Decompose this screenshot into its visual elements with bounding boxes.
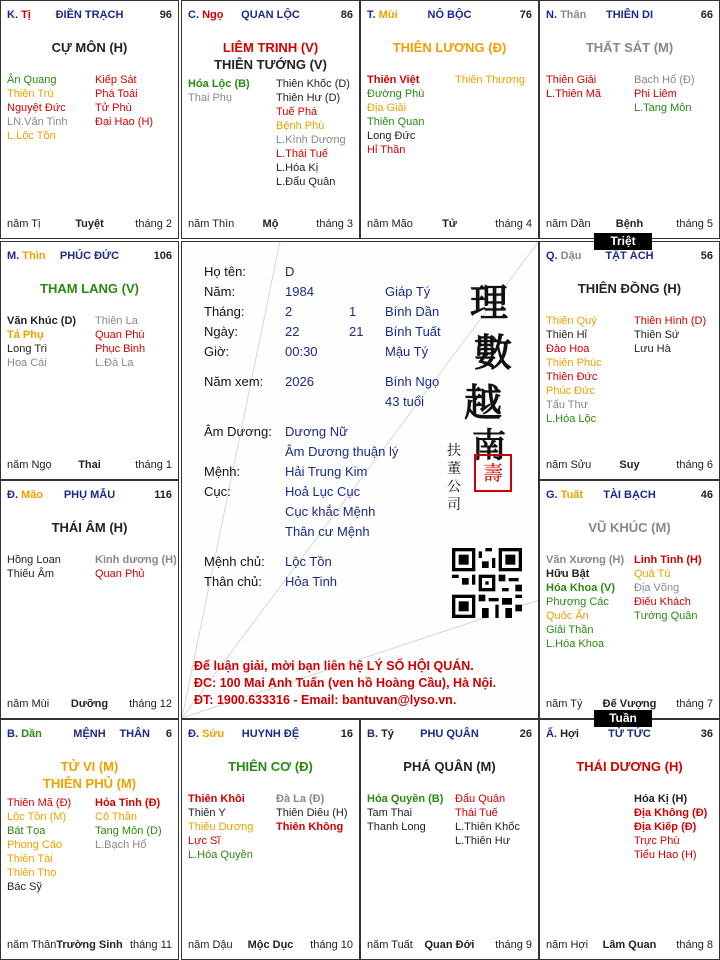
nam-can: Giáp Tý — [385, 284, 431, 299]
menh-chu-label: Mệnh chủ: — [204, 554, 265, 569]
main-star: THIÊN ĐỒNG (H) — [577, 281, 682, 296]
minor-star: Quả Tú — [634, 568, 671, 580]
cuc-label: Cục: — [204, 484, 231, 499]
palace-stage: Tuyệt — [75, 218, 104, 230]
minor-star: Hỉ Thần — [367, 144, 406, 156]
main-stars — [365, 39, 534, 56]
palace-name: THIÊN DI — [605, 9, 654, 21]
minor-star: Hỏa Tinh (Đ) — [95, 797, 161, 809]
palace-stage: Mộc Dục — [247, 939, 294, 951]
minor-star: Thiên Việt — [367, 74, 420, 86]
minor-star: Thiếu Dương — [188, 821, 254, 833]
palace-stage: Trường Sinh — [56, 939, 123, 951]
palace-name: ĐIỀN TRẠCH — [55, 9, 124, 21]
ho-ten-value: D — [285, 264, 295, 279]
gio-value: 00:30 — [285, 344, 318, 359]
palace-name: TẬT ÁCH — [605, 250, 654, 262]
palace-stage: Tử — [442, 218, 457, 230]
minor-star: Trực Phù — [634, 835, 680, 847]
palace-number: 86 — [340, 9, 353, 21]
palace-stage: Thai — [78, 459, 101, 471]
main-star: CỰ MÔN (H) — [51, 40, 128, 55]
palace-month: tháng 5 — [676, 218, 713, 230]
minor-star: Thiên Đức — [546, 371, 598, 383]
palace-ti[interactable] — [0, 0, 179, 239]
minor-star: Tử Phù — [95, 102, 132, 114]
palace-stage: Bệnh — [615, 218, 644, 230]
minor-star: Phong Cáo — [7, 839, 63, 851]
palace-branch: Ấ. Hợi — [546, 728, 579, 740]
ngay-duong: 21 — [349, 324, 364, 339]
minor-star: L.Lộc Tồn — [7, 130, 56, 142]
minor-star: Tướng Quân — [634, 610, 698, 622]
main-stars — [365, 758, 534, 775]
minor-star: Cô Thần — [95, 811, 137, 823]
minor-star: Địa Không (Đ) — [634, 807, 708, 819]
ngay-label: Ngày: — [204, 324, 238, 339]
palace-year: năm Dần — [546, 218, 591, 230]
than-chu-label: Thân chủ: — [204, 574, 262, 589]
minor-star: Địa Kiếp (Đ) — [634, 821, 697, 833]
palace-branch: Q. Dậu — [546, 250, 582, 262]
palace-branch: K. Tị — [7, 9, 31, 21]
right-star-column — [95, 73, 153, 129]
menh-value: Hải Trung Kim — [285, 464, 368, 479]
palace-number: 56 — [700, 250, 713, 262]
minor-star: Thiên Diêu (H) — [276, 807, 348, 819]
right-star-column — [634, 314, 706, 356]
thang-am: 2 — [285, 304, 293, 319]
minor-star: Đào Hoa — [546, 343, 590, 355]
palace-number: 116 — [154, 489, 172, 501]
palace-month: tháng 8 — [676, 939, 713, 951]
minor-star: Thanh Long — [367, 821, 426, 833]
minor-star: Thiên Không — [276, 821, 344, 833]
minor-star: Thiên Tài — [7, 853, 53, 865]
main-star: THẤT SÁT (M) — [585, 40, 674, 55]
palace-branch: B. Dần — [7, 728, 42, 740]
right-star-column — [276, 792, 348, 834]
contact-line-1: Để luận giải, mời bạn liên hệ LÝ SỐ HỘI QUÁN. — [194, 659, 474, 673]
palace-name: HUYNH ĐỆ — [241, 728, 300, 740]
palace-name: QUAN LỘC — [241, 9, 300, 21]
minor-star: Địa Võng — [634, 582, 680, 594]
palace-name: PHÚC ĐỨC — [59, 250, 120, 262]
palace-branch: M. Thìn — [7, 250, 46, 262]
right-star-column — [634, 792, 707, 862]
palace-branch: Đ. Mão — [7, 489, 44, 501]
minor-star: Thiên Hỉ — [546, 329, 587, 341]
contact-line-2: ĐC: 100 Mai Anh Tuấn (ven hồ Hoàng Cầu), Hà Nội. — [194, 676, 497, 690]
nam-xem-value: 2026 — [285, 374, 314, 389]
main-star: VŨ KHÚC (M) — [588, 520, 671, 535]
palace-name: TỬ TỨC — [608, 728, 651, 740]
palace-name: TÀI BẠCH — [603, 489, 656, 501]
palace-tuat[interactable] — [539, 480, 720, 719]
minor-star: Nguyệt Đức — [7, 102, 66, 114]
minor-star: Bệnh Phù — [276, 120, 325, 132]
palace-number: 26 — [519, 728, 532, 740]
main-star: THIÊN TƯỚNG (V) — [214, 57, 327, 72]
minor-star: L.Tang Môn — [634, 102, 692, 114]
minor-star: Thiên Hình (D) — [634, 315, 707, 327]
main-stars — [544, 280, 715, 297]
left-star-column — [188, 792, 253, 862]
minor-star: Ân Quang — [7, 74, 57, 86]
calligraphy-2: 數 — [474, 330, 513, 375]
minor-star: L.Hóa Quyền — [188, 849, 253, 861]
minor-star: Tam Thai — [367, 807, 413, 819]
gio-label: Giờ: — [204, 344, 230, 359]
small-calligraphy: 扶 董 公 司 — [447, 443, 461, 513]
palace-month: tháng 10 — [310, 939, 353, 951]
minor-star: L.Thiên Mã — [546, 88, 602, 100]
palace-name: MỆNH — [73, 728, 106, 740]
qr-code[interactable] — [452, 548, 522, 618]
palace-branch: B. Tý — [367, 728, 394, 740]
cuc-note: Cục khắc Mệnh — [285, 504, 376, 519]
am-duong-label: Âm Dương: — [204, 424, 272, 439]
minor-star: Thiên Phúc — [546, 357, 602, 369]
minor-star: Phục Binh — [95, 343, 146, 355]
minor-star: L.Hóa Lộc — [546, 413, 597, 425]
palace-dan[interactable] — [0, 719, 179, 960]
minor-star: Thiên Thương — [455, 74, 526, 86]
calligraphy-4: 南 — [472, 426, 506, 466]
gio-can: Mậu Tý — [385, 344, 429, 359]
minor-star: Bác Sỹ — [7, 881, 42, 893]
minor-star: Đà La (Đ) — [276, 793, 325, 805]
minor-star: L.Thái Tuế — [276, 148, 328, 160]
minor-star: L.Hóa Kị — [276, 162, 319, 174]
palace-month: tháng 4 — [495, 218, 532, 230]
minor-star: Kình dương (H) — [95, 554, 177, 566]
minor-star: Thiên Y — [188, 807, 226, 819]
ho-ten-label: Họ tên: — [204, 264, 246, 279]
thang-label: Tháng: — [204, 304, 245, 319]
palace-number: 16 — [340, 728, 353, 740]
main-stars — [544, 758, 715, 775]
thang-duong: 1 — [349, 304, 357, 319]
minor-star: Thiên Quan — [367, 116, 425, 128]
minor-star: Linh Tinh (H) — [634, 554, 702, 566]
right-star-column — [95, 553, 177, 581]
minor-star: Hóa Quyền (B) — [367, 793, 444, 805]
calligraphy-3: 越 — [464, 380, 503, 425]
minor-star: Văn Xương (H) — [546, 554, 625, 566]
palace-mao[interactable] — [0, 480, 179, 719]
main-stars — [544, 519, 715, 536]
main-stars — [5, 519, 174, 536]
palace-branch: T. Mùi — [367, 9, 398, 21]
main-stars — [544, 39, 715, 56]
palace-year: năm Tuất — [367, 939, 413, 951]
right-star-column — [276, 77, 350, 189]
palace-year: năm Tị — [7, 218, 41, 230]
minor-star: Hồng Loan — [7, 554, 61, 566]
minor-star: Quan Phù — [95, 329, 145, 341]
minor-star: Phi Liêm — [634, 88, 677, 100]
palace-suu[interactable] — [181, 719, 360, 960]
menh-chu-value: Lộc Tồn — [285, 554, 332, 569]
palace-branch: Đ. Sửu — [188, 728, 225, 740]
minor-star: Thiên Quý — [546, 315, 597, 327]
main-star: TỬ VI (M) — [60, 759, 119, 774]
main-stars — [5, 280, 174, 297]
minor-star: Hóa Khoa (V) — [546, 582, 616, 594]
palace-month: tháng 9 — [495, 939, 532, 951]
palace-month: tháng 7 — [676, 698, 713, 710]
left-star-column — [188, 77, 250, 105]
main-star: THIÊN PHỦ (M) — [42, 776, 137, 791]
palace-month: tháng 6 — [676, 459, 713, 471]
nam-xem-label: Năm xem: — [204, 374, 264, 389]
minor-star: Thái Tuế — [455, 807, 498, 819]
minor-star: Thiên Giải — [546, 74, 597, 86]
than-marker: THÂN — [119, 728, 150, 740]
minor-star: LN.Văn Tinh — [7, 116, 68, 128]
minor-star: L.Đẩu Quân — [276, 176, 336, 188]
palace-month: tháng 2 — [135, 218, 172, 230]
minor-star: Long Đức — [367, 130, 416, 142]
main-stars — [186, 758, 355, 775]
left-star-column — [7, 553, 61, 581]
palace-thin[interactable] — [0, 241, 179, 480]
palace-stage: Mộ — [262, 218, 279, 230]
minor-star: Hóa Lộc (B) — [188, 78, 250, 90]
minor-star: L.Kình Dương — [276, 134, 346, 146]
palace-name: PHỤ MẪU — [63, 489, 116, 501]
minor-star: Lưu Hà — [634, 343, 671, 355]
palace-name: PHU QUÂN — [420, 728, 479, 740]
minor-star: Thiên Sứ — [634, 329, 680, 341]
palace-ty[interactable] — [360, 719, 539, 960]
minor-star: Long Trì — [7, 343, 48, 355]
minor-star: Điếu Khách — [634, 596, 691, 608]
nam-xem-can: Bính Ngọ — [385, 374, 440, 389]
main-stars — [5, 758, 174, 792]
main-stars — [186, 39, 355, 73]
minor-star: Phượng Các — [546, 596, 609, 608]
palace-name: NÔ BỘC — [427, 9, 472, 21]
palace-stage: Lâm Quan — [602, 939, 657, 951]
right-star-column — [455, 792, 520, 848]
minor-star: Tang Môn (D) — [95, 825, 162, 837]
left-star-column — [367, 792, 443, 834]
main-star: PHÁ QUÂN (M) — [403, 759, 496, 774]
palace-number: 96 — [159, 9, 172, 21]
minor-star: Thiên Khôi — [188, 793, 245, 805]
right-star-column — [634, 553, 702, 623]
palace-hoi[interactable] — [539, 719, 720, 960]
minor-star: Hoa Cái — [7, 357, 47, 369]
minor-star: L.Thiên Khốc — [455, 821, 520, 833]
main-star: THIÊN LƯƠNG (Đ) — [392, 40, 507, 55]
nam-label: Năm: — [204, 284, 236, 299]
menh-label: Mệnh: — [204, 464, 241, 479]
center-info-panel — [181, 241, 539, 719]
palace-month: tháng 1 — [135, 459, 172, 471]
palace-month: tháng 11 — [129, 939, 172, 951]
than-chu-value: Hỏa Tinh — [285, 574, 338, 589]
palace-stage: Dưỡng — [70, 698, 109, 710]
right-star-column — [95, 314, 145, 370]
left-star-column — [546, 553, 624, 651]
palace-than[interactable] — [539, 0, 720, 239]
palace-stage: Quan Đới — [424, 939, 475, 951]
minor-star: Đại Hao (H) — [95, 116, 154, 128]
left-star-column — [7, 314, 76, 370]
minor-star: Quốc Ấn — [546, 610, 589, 622]
minor-star: Tuế Phá — [276, 106, 318, 118]
minor-star: Thiên Hư (D) — [276, 92, 341, 104]
calligraphy-1: 理 — [470, 280, 509, 325]
minor-star: L.Thiên Hư — [455, 835, 511, 847]
tuan-badge: Tuần — [594, 710, 652, 727]
palace-number: 66 — [700, 9, 713, 21]
palace-year: năm Tý — [546, 698, 583, 710]
minor-star: Thiên Khốc (D) — [276, 78, 350, 90]
left-star-column — [7, 796, 71, 894]
palace-year: năm Hợi — [546, 939, 589, 951]
tuoi-value: 43 tuổi — [385, 394, 425, 409]
red-seal: 壽 — [474, 454, 512, 492]
minor-star: Đẩu Quân — [455, 793, 506, 805]
minor-star: Lộc Tồn (M) — [7, 811, 67, 823]
minor-star: Giải Thần — [546, 624, 594, 636]
palace-year: năm Sửu — [546, 459, 592, 471]
contact-info — [194, 658, 532, 709]
minor-star: Tả Phụ — [7, 329, 44, 341]
palace-year: năm Mùi — [7, 698, 50, 710]
left-star-column — [546, 73, 601, 101]
minor-star: L.Đà La — [95, 357, 134, 369]
minor-star: Bát Tọa — [7, 825, 46, 837]
right-star-column — [634, 73, 695, 115]
minor-star: Tiểu Hao (H) — [634, 849, 697, 861]
palace-year: năm Dậu — [188, 939, 233, 951]
main-star: THIÊN CƠ (Đ) — [228, 759, 313, 774]
palace-number: 46 — [700, 489, 713, 501]
am-duong-value: Dương Nữ — [285, 424, 348, 439]
main-star: LIÊM TRINH (V) — [222, 40, 319, 55]
main-star: THAM LANG (V) — [40, 281, 139, 296]
palace-month: tháng 3 — [316, 218, 353, 230]
am-duong-note: Âm Dương thuận lý — [285, 444, 399, 459]
left-star-column — [367, 73, 424, 157]
minor-star: Thai Phụ — [188, 92, 233, 104]
minor-star: Lực Sĩ — [188, 835, 221, 847]
nam-value: 1984 — [285, 284, 314, 299]
minor-star: Thiên Thọ — [7, 867, 57, 879]
minor-star: L.Hóa Khoa — [546, 638, 605, 650]
minor-star: Địa Giải — [367, 102, 407, 114]
palace-stage: Suy — [619, 459, 640, 471]
minor-star: Đường Phù — [367, 88, 425, 100]
minor-star: Hữu Bật — [546, 568, 590, 580]
triet-badge: Triệt — [594, 233, 652, 250]
ngay-am: 22 — [285, 324, 300, 339]
minor-star: Thiên Mã (Đ) — [7, 797, 72, 809]
minor-star: Bạch Hổ (Đ) — [634, 74, 695, 86]
palace-number: 76 — [519, 9, 532, 21]
cuc-value: Hoả Lục Cục — [285, 484, 361, 499]
left-star-column — [546, 314, 602, 426]
main-star: THÁI ÂM (H) — [51, 520, 128, 535]
palace-dau[interactable] — [539, 241, 720, 480]
cuc-note2: Thân cư Mệnh — [285, 524, 370, 539]
palace-year: năm Thìn — [188, 218, 235, 230]
palace-number: 36 — [700, 728, 713, 740]
palace-branch: G. Tuất — [546, 489, 584, 501]
palace-year: năm Thân — [7, 939, 57, 951]
minor-star: Kiếp Sát — [95, 74, 137, 86]
palace-ngo[interactable] — [181, 0, 360, 239]
palace-branch: C. Ngọ — [188, 9, 224, 21]
palace-year: năm Mão — [367, 218, 413, 230]
palace-mui[interactable] — [360, 0, 539, 239]
minor-star: Thiếu Âm — [7, 568, 55, 580]
contact-line-3: ĐT: 1900.633316 - Email: bantuvan@lyso.vn. — [194, 693, 457, 707]
palace-number: 6 — [165, 728, 172, 740]
palace-year: năm Ngọ — [7, 459, 52, 471]
left-star-column — [7, 73, 68, 143]
minor-star: L.Bạch Hổ — [95, 839, 147, 851]
minor-star: Phúc Đức — [546, 385, 595, 397]
main-stars — [5, 39, 174, 56]
right-star-column — [95, 796, 162, 852]
minor-star: Văn Khúc (D) — [7, 315, 77, 327]
minor-star: Tấu Thư — [546, 399, 589, 411]
right-star-column — [455, 73, 525, 87]
main-star: THÁI DƯƠNG (H) — [576, 759, 683, 774]
ngay-can: Bính Tuất — [385, 324, 441, 339]
minor-star: Quan Phủ — [95, 568, 145, 580]
palace-branch: N. Thân — [546, 9, 587, 21]
palace-month: tháng 12 — [129, 698, 172, 710]
palace-number: 106 — [153, 250, 172, 262]
minor-star: Phá Toái — [95, 88, 138, 100]
palace-stage: Đế Vượng — [602, 698, 657, 710]
thang-can: Bính Dần — [385, 304, 440, 319]
minor-star: Thiên La — [95, 315, 138, 327]
minor-star: Thiên Trù — [7, 88, 54, 100]
minor-star: Hóa Kị (H) — [634, 793, 688, 805]
